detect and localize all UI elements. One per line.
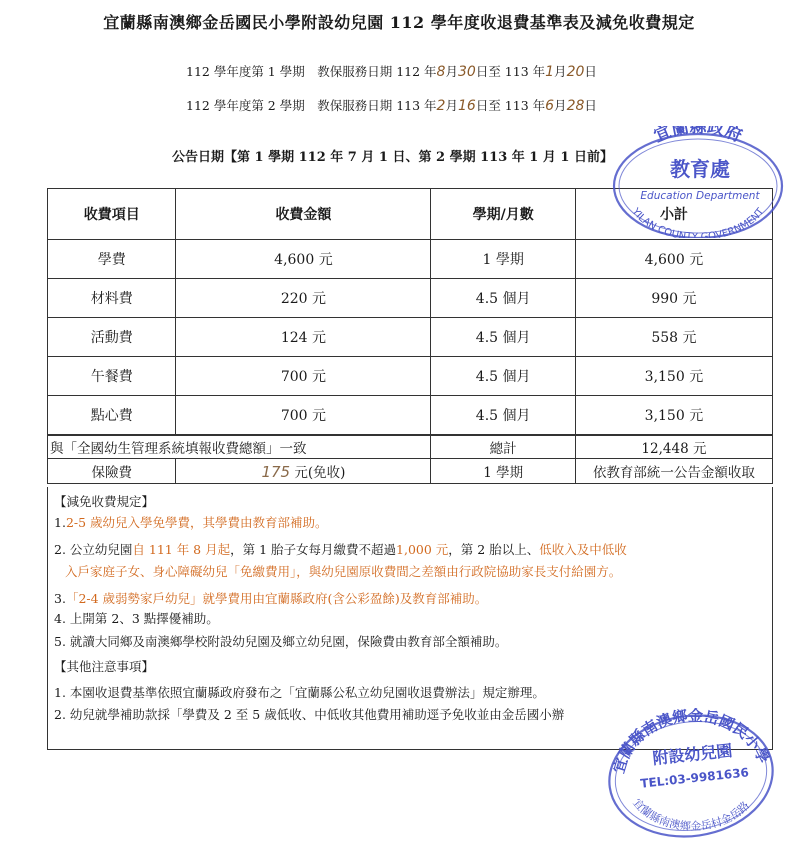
table-row — [48, 279, 773, 318]
school-seal-arc-text: 宜蘭縣南澳鄉金岳國民小學 — [609, 708, 774, 776]
note-3-text: 「2-4 歲弱勢家戶幼兒」就學費用由宜蘭縣政府(含公彩盈餘)及教育部補助。 — [65, 591, 488, 606]
term1-end-month: 1 — [545, 64, 555, 80]
cell-item: 學費 — [48, 240, 176, 279]
cell-item: 活動費 — [48, 318, 176, 357]
term2-end-month: 6 — [545, 98, 555, 114]
cell-item: 點心費 — [48, 396, 176, 436]
insurance-amount: 175 — [261, 463, 291, 481]
table-row — [48, 318, 773, 357]
cell-item: 午餐費 — [48, 357, 176, 396]
term2-dates — [186, 96, 597, 114]
seal-bottom-arc-text: YILAN COUNTY GOVERNMENT — [629, 206, 767, 238]
term2-label: 112 學年度第 2 學期 教保服務日期 113 年 — [186, 98, 437, 113]
table-header-row — [48, 189, 773, 240]
total-row — [48, 435, 773, 459]
note-2 — [54, 540, 627, 561]
term2-day-unit: 日 — [584, 98, 597, 113]
term2-end-day: 28 — [566, 98, 585, 114]
note-5: 5. 就讀大同鄉及南澳鄉學校附設幼兒園及鄉立幼兒園，保險費由教育部全額補助。 — [54, 634, 508, 649]
cell-subtotal: 3,150 元 — [575, 396, 772, 436]
notes-section — [47, 487, 773, 750]
school-seal-center-text: 附設幼兒園 — [651, 740, 734, 769]
term1-start-month: 8 — [436, 64, 446, 80]
term2-month-unit-2: 月 — [554, 98, 567, 113]
cell-amount: 700 元 — [176, 357, 431, 396]
note-1-text: 2-5 歲幼兒入學免學費，其學費由教育部補助。 — [65, 515, 328, 530]
cell-term: 1 學期 — [431, 240, 575, 279]
insurance-note: 依教育部統一公告金額收取 — [575, 459, 772, 484]
term1-start-day: 30 — [457, 64, 476, 80]
header-term: 學期/月數 — [431, 189, 575, 240]
note-2-part-c: ，第 1 胎子女每月繳費不超過 — [230, 542, 397, 557]
school-seal-phone-text: TEL:03-9981636 — [639, 765, 750, 791]
fee-table — [47, 188, 773, 484]
term1-dates — [186, 62, 597, 80]
other-note-2: 2. 幼兒就學補助款採「學費及 2 至 5 歲低收、中低收其他費用補助逕予免收並由金岳國小辦 — [54, 707, 565, 722]
cell-amount: 4,600 元 — [176, 240, 431, 279]
other-note-1: 1. 本園收退費基準依照宜蘭縣政府發布之「宜蘭縣公私立幼兒園收退費辦法」規定辦理。 — [54, 685, 545, 700]
note-2-part-b: 自 111 年 8 月起 — [132, 542, 231, 557]
note-1-number: 1. — [54, 515, 66, 530]
cell-subtotal: 990 元 — [575, 279, 772, 318]
cell-term: 4.5 個月 — [431, 318, 575, 357]
cell-amount: 700 元 — [176, 396, 431, 436]
cell-term: 4.5 個月 — [431, 357, 575, 396]
note-2-part-a: 2. 公立幼兒園 — [54, 542, 133, 557]
term2-to: 日至 113 年 — [475, 98, 546, 113]
note-2-part-e: ，第 2 胎以上、 — [448, 542, 540, 557]
seal-center-text: 教育處 — [670, 157, 730, 181]
cell-term: 4.5 個月 — [431, 279, 575, 318]
school-seal-bottom-text: 宜蘭縣南澳鄉金岳村金岳路 — [630, 796, 753, 834]
insurance-row — [48, 459, 773, 484]
insurance-term: 1 學期 — [431, 459, 575, 484]
note-2-part-d: 1,000 元 — [396, 542, 449, 557]
term1-end-day: 20 — [566, 64, 585, 80]
header-subtotal: 小計 — [575, 189, 772, 240]
notes-heading-other: 【其他注意事項】 — [54, 659, 155, 674]
page-title: 宜蘭縣南澳鄉金岳國民小學附設幼兒園 112 學年度收退費基準表及減免收費規定 — [103, 13, 695, 32]
insurance-amount-cell — [176, 459, 431, 484]
insurance-label: 保險費 — [48, 459, 176, 484]
announcement-date: 公告日期【第 1 學期 112 年 7 月 1 日、第 2 學期 113 年 1 月 1 日前】 — [172, 150, 613, 165]
seal-top-arc-text: 宜蘭縣政府 — [651, 126, 745, 147]
table-row — [48, 240, 773, 279]
cell-subtotal: 558 元 — [575, 318, 772, 357]
header-amount: 收費金額 — [176, 189, 431, 240]
seal-english-text: Education Department — [640, 190, 760, 202]
total-label: 總計 — [431, 435, 575, 459]
cell-item: 材料費 — [48, 279, 176, 318]
term2-start-month: 2 — [436, 98, 446, 114]
term1-month-unit: 月 — [445, 64, 458, 79]
cell-amount: 220 元 — [176, 279, 431, 318]
cell-term: 4.5 個月 — [431, 396, 575, 436]
note-2-continued: 入戶家庭子女、身心障礙幼兒「免繳費用」，與幼兒園原收費間之差額由行政院協助家長支付給園方。 — [65, 564, 622, 579]
total-note: 與「全國幼生管理系統填報收費總額」一致 — [48, 435, 431, 459]
term1-to: 日至 113 年 — [475, 64, 546, 79]
note-3-number: 3. — [54, 591, 66, 606]
cell-subtotal: 4,600 元 — [575, 240, 772, 279]
note-1 — [54, 513, 328, 534]
cell-subtotal: 3,150 元 — [575, 357, 772, 396]
term1-month-unit-2: 月 — [554, 64, 567, 79]
notes-heading-discount: 【減免收費規定】 — [54, 494, 155, 509]
total-value: 12,448 元 — [575, 435, 772, 459]
insurance-suffix: 元(免收) — [294, 465, 346, 481]
term2-month-unit: 月 — [445, 98, 458, 113]
note-4: 4. 上開第 2、3 點擇優補助。 — [54, 611, 219, 626]
note-3 — [54, 589, 487, 610]
table-row — [48, 357, 773, 396]
term2-start-day: 16 — [457, 98, 476, 114]
header-item: 收費項目 — [48, 189, 176, 240]
note-2-part-f: 低收入及中低收 — [539, 542, 627, 557]
cell-amount: 124 元 — [176, 318, 431, 357]
table-row — [48, 396, 773, 436]
term1-day-unit: 日 — [584, 64, 597, 79]
term1-label: 112 學年度第 1 學期 教保服務日期 112 年 — [186, 64, 437, 79]
